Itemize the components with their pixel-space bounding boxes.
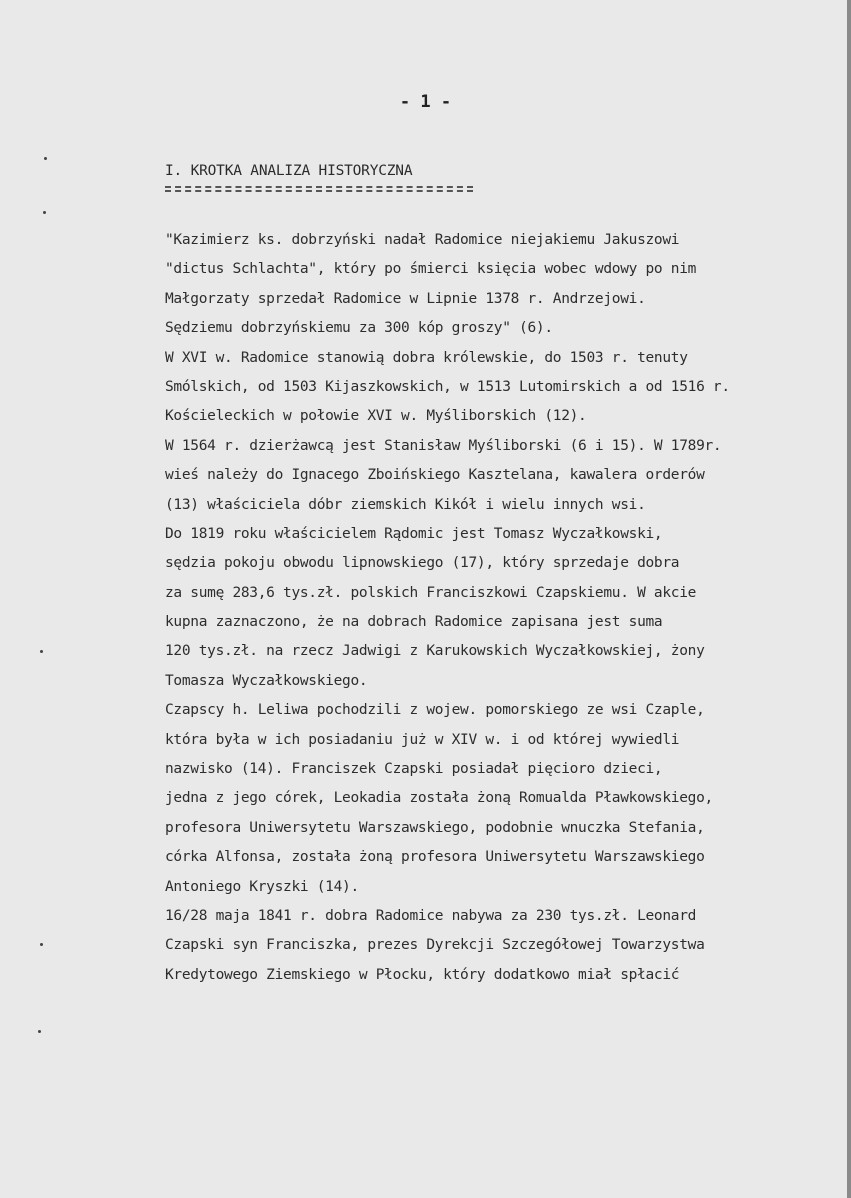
text-line: za sumę 283,6 tys.zł. polskich Franciszkowi Czapskiemu. W akcie [165, 584, 697, 601]
text-line: Kredytowego Ziemskiego w Płocku, który dodatkowo miał spłacić [165, 966, 680, 983]
scan-edge [847, 0, 851, 1198]
text-line: W XVI w. Radomice stanowią dobra królewskie, do 1503 r. tenuty [165, 349, 688, 366]
text-line: wieś należy do Ignacego Zboińskiego Kasztelana, kawalera orderów [165, 467, 705, 484]
text-line: Małgorzaty sprzedał Radomice w Lipnie 1378 r. Andrzejowi. [165, 290, 646, 307]
text-line: profesora Uniwersytetu Warszawskiego, podobnie wnuczka Stefania, [165, 819, 705, 836]
text-line: Tomasza Wyczałkowskiego. [165, 672, 368, 689]
text-line: jedna z jego córek, Leokadia została żoną Romualda Pławkowskiego, [165, 790, 713, 807]
body-text [165, 226, 850, 990]
margin-dot [43, 211, 46, 214]
text-line: Kościeleckich w połowie XVI w. Myśliborskich (12). [165, 408, 587, 425]
text-line: kupna zaznaczono, że na dobrach Radomice zapisana jest suma [165, 614, 663, 631]
margin-dot [44, 157, 47, 160]
margin-dot [40, 650, 43, 653]
margin-dot [38, 1030, 41, 1033]
text-line: "Kazimierz ks. dobrzyński nadał Radomice niejakiemu Jakuszowi [165, 232, 680, 248]
page-number: - 1 - [399, 92, 452, 112]
text-line: Do 1819 roku właścicielem Rądomic jest Tomasz Wyczałkowski, [165, 525, 663, 542]
text-line: Smólskich, od 1503 Kijaszkowskich, w 1513 Lutomirskich a od 1516 r. [165, 378, 730, 395]
text-line: nazwisko (14). Franciszek Czapski posiadał pięcioro dzieci, [165, 761, 663, 778]
margin-dot [40, 943, 43, 946]
text-line: Antoniego Kryszki (14). [165, 878, 359, 895]
text-line: Czapscy h. Leliwa pochodzili z wojew. pomorskiego ze wsi Czaple, [165, 702, 705, 719]
text-line: Sędziemu dobrzyńskiemu za 300 kóp groszy" (6). [165, 320, 553, 337]
heading-underline [165, 186, 473, 192]
text-line: córka Alfonsa, została żoną profesora Uniwersytetu Warszawskiego [165, 849, 705, 866]
text-line: 120 tys.zł. na rzecz Jadwigi z Karukowskich Wyczałkowskiej, żony [165, 643, 705, 660]
text-line: która była w ich posiadaniu już w XIV w. i od której wywiedli [165, 731, 680, 748]
text-line: "dictus Schlachta", który po śmierci księcia wobec wdowy po nim [165, 261, 697, 278]
text-line: 16/28 maja 1841 r. dobra Radomice nabywa za 230 tys.zł. Leonard [165, 907, 697, 924]
text-line: Czapski syn Franciszka, prezes Dyrekcji Szczegółowej Towarzystwa [165, 937, 705, 954]
text-line: (13) właściciela dóbr ziemskich Kikół i wielu innych wsi. [165, 496, 646, 513]
text-line: W 1564 r. dzierżawcą jest Stanisław Myśliborski (6 i 15). W 1789r. [165, 437, 722, 454]
text-line: sędzia pokoju obwodu lipnowskiego (17), który sprzedaje dobra [165, 555, 680, 572]
section-heading: I. KROTKA ANALIZA HISTORYCZNA [165, 163, 413, 179]
